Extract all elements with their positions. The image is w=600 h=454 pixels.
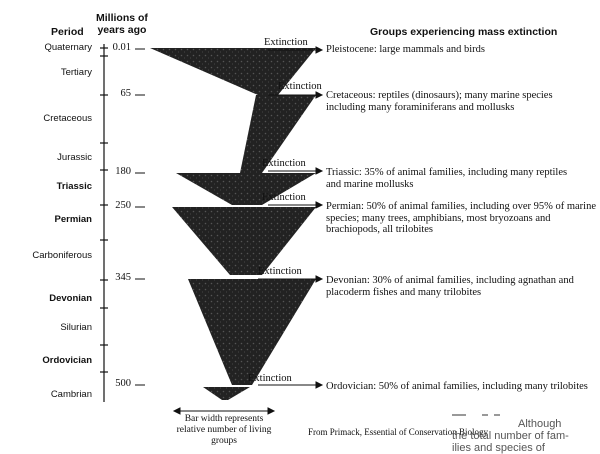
- period-carboniferous: Carboniferous: [32, 250, 92, 261]
- fragment-line-3: ilies and species of: [452, 442, 545, 454]
- extinction-label: Extinction: [262, 158, 306, 169]
- cone-segment-permian: [172, 207, 316, 275]
- event-ordovician: Ordovician: 50% of animal families, including many trilobites: [326, 381, 588, 392]
- period-ordovician: Ordovician: [42, 355, 92, 366]
- event-permian: Permian: 50% of animal families, including over 95% of marine species; many trees, amphibians, most bryozoans and brachiopods, all trilobites: [326, 201, 597, 235]
- period-cretaceous: Cretaceous: [43, 113, 92, 124]
- event-cretaceous: Cretaceous: reptiles (dinosaurs); many marine species including many foraminiferans and mollusks: [326, 90, 553, 113]
- mya-value: 250: [115, 200, 131, 211]
- mya-value: 345: [115, 272, 131, 283]
- mya-value: 500: [115, 378, 131, 389]
- mya-value: 180: [115, 166, 131, 177]
- mya-value: 65: [120, 88, 131, 99]
- period-tertiary: Tertiary: [60, 67, 92, 78]
- extinction-label: Extinction: [248, 373, 292, 384]
- cone-segment-devonian: [188, 279, 316, 385]
- diversity-cone: [150, 48, 316, 400]
- extinction-label: Extinction: [278, 81, 322, 92]
- cone-segment-cambrian: [203, 387, 250, 400]
- header-period: Period: [51, 26, 84, 38]
- period-silurian: Silurian: [60, 322, 92, 333]
- header-groups-mass-extinction: Groups experiencing mass extinction: [370, 26, 558, 38]
- event-pleistocene: Pleistocene: large mammals and birds: [326, 44, 486, 55]
- event-devonian: Devonian: 30% of animal families, including agnathan and placoderm fishes and many trilobites: [326, 275, 574, 298]
- period-triassic: Triassic: [56, 181, 92, 192]
- fragment-line-1: Although: [518, 418, 562, 430]
- event-triassic: Triassic: 35% of animal families, including many reptiles and marine mollusks: [326, 167, 568, 190]
- period-jurassic: Jurassic: [57, 152, 92, 163]
- mya-value: 0.01: [112, 42, 131, 53]
- period-cambrian: Cambrian: [50, 389, 92, 400]
- extinction-label: Extinction: [258, 266, 302, 277]
- period-permian: Permian: [54, 214, 92, 225]
- mya-ticks: [135, 49, 145, 385]
- period-devonian: Devonian: [49, 293, 92, 304]
- extinction-label: Extinction: [262, 192, 306, 203]
- bar-width-note: Bar width represents relative number of living groups: [176, 414, 272, 446]
- header-millions-of-years-ago: Millions of years ago: [96, 12, 148, 36]
- source-credit: From Primack, Essential of Conservation Biology: [308, 427, 488, 437]
- fragment-line-2: the total number of fam-: [452, 430, 569, 442]
- extinction-label: Extinction: [264, 37, 308, 48]
- period-quaternary: Quaternary: [44, 42, 92, 53]
